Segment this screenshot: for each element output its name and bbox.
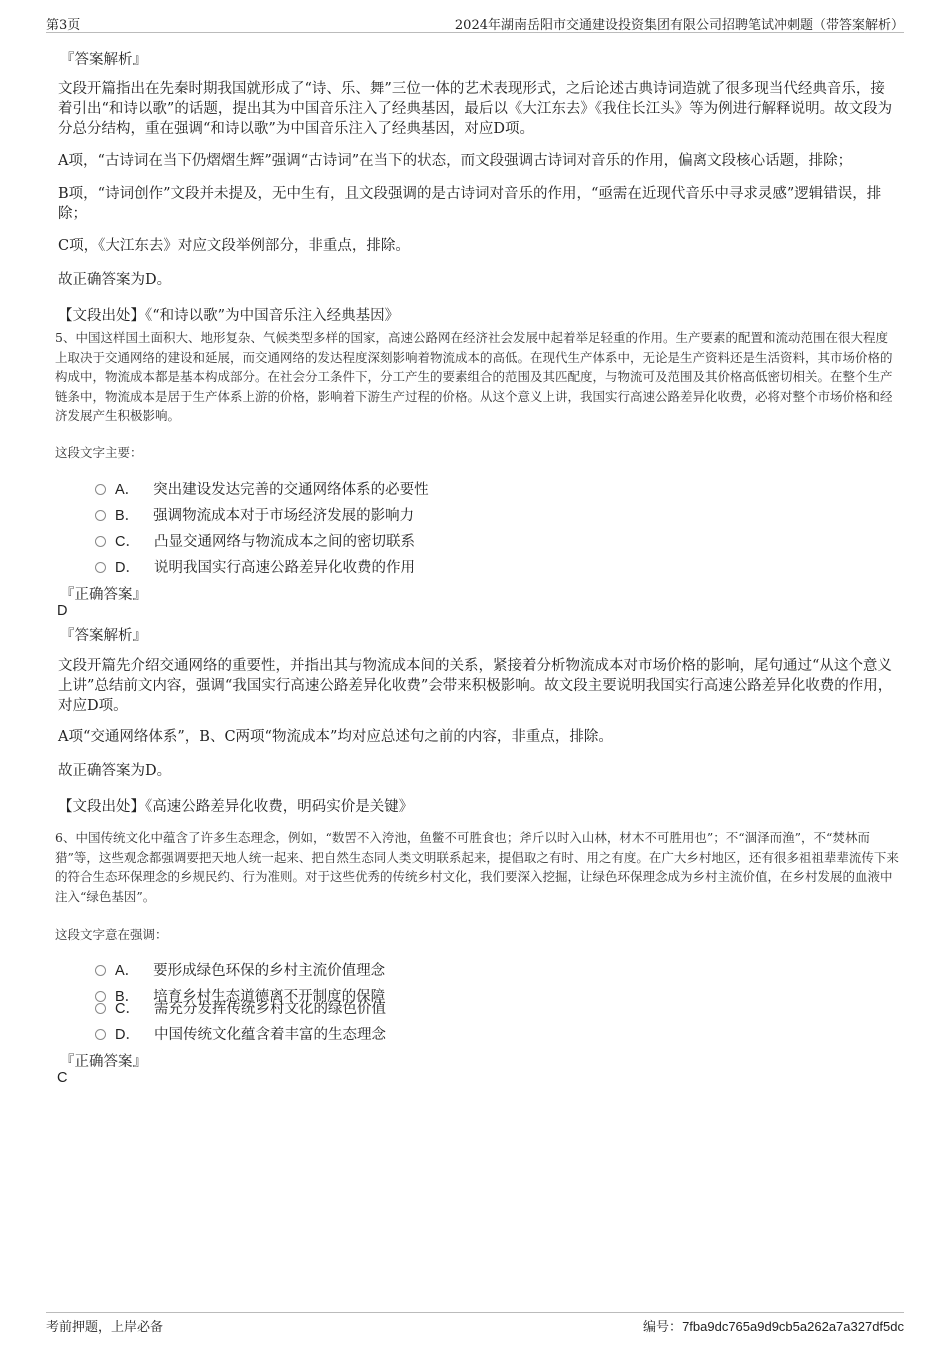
document-code: 编号：7fba9dc765a9d9cb5a262a7a327df5dc (643, 1319, 904, 1335)
document-title: 2024年湖南岳阳市交通建设投资集团有限公司招聘笔试冲刺题（带答案解析） (454, 18, 904, 33)
q5-stem: 5、中国这样国土面积大、地形复杂、气候类型多样的国家，高速公路网在经济社会发展中起着举足轻重的作用。生产要素的配置和流动范围在很大程度上取决于交通网络的建设和延展，而交通网络的发达程度深刻影响着物流成本的高低。在现代生产体系中，无论是生产资料还是生活资料，其市场价格的构成中，物流成本都是基本构成部分。在社会分工条件下，分工产生的要素组合的范围及其匹配度，与物流可及范围及其价格高低密切相关。在整个生产链条中，物流成本是居于生产体系上游的价格，影响着下游生产过程的价格。从这个意义上讲，我国实行高速公路差异化收费，必将对整个市场价格和经济发展产生积极影响。 (55, 330, 893, 423)
q6-answer-value: C (57, 1070, 68, 1086)
radio-icon[interactable] (95, 562, 106, 573)
footer-slogan: 考前押题，上岸必备 (46, 1320, 164, 1335)
q4-analysis-paragraph-5: 故正确答案为D。 (58, 272, 172, 288)
q5-option-b[interactable]: B． 强调物流成本对于市场经济发展的影响力 (95, 504, 414, 524)
q5-answer-value: D (57, 603, 68, 619)
q4-source: 【文段出处】《“和诗以歌”为中国音乐注入经典基因》 (58, 308, 400, 324)
q6-answer-label: 『正确答案』 (60, 1054, 147, 1070)
q5-prompt: 这段文字主要： (55, 445, 143, 460)
q6-stem: 6、中国传统文化中蕴含了许多生态理念，例如，“数罟不入洿池，鱼鳖不可胜食也；斧斤以时入山林，材木不可胜用也”；不“涸泽而渔”，不“焚林而猎”等，这些观念都强调要把天地人统一起来、把自然生态同人类文明联系起来，提倡取之有时、用之有度。在广大乡村地区，还有很多祖祖辈辈流传下来的符合生态环保理念的乡规民约、行为准则。对于这些优秀的传统乡村文化，我们要深入挖掘，让绿色环保理念成为乡村主流价值，在乡村发展的血液中注入“绿色基因”。 (55, 830, 899, 904)
q4-analysis-paragraph-1: 文段开篇指出在先秦时期我国就形成了“诗、乐、舞”三位一体的艺术表现形式，之后论述古典诗词造就了很多现当代经典音乐，接着引出“和诗以歌”的话题，提出其为中国音乐注入了经典基因，最后以《大江东去》《我住长江头》等为例进行解释说明。故文段为分总分结构，重在强调“和诗以歌”为中国音乐注入了经典基因，对应D项。 (58, 81, 893, 137)
radio-icon[interactable] (95, 965, 106, 976)
q6-option-d[interactable]: D． 中国传统文化蕴含着丰富的生态理念 (95, 1023, 386, 1043)
radio-icon[interactable] (95, 510, 106, 521)
q5-analysis-label: 『答案解析』 (60, 628, 147, 644)
radio-icon[interactable] (95, 1029, 106, 1040)
q4-analysis-paragraph-2: A项，“古诗词在当下仍熠熠生辉”强调“古诗词”在当下的状态，而文段强调古诗词对音乐的作用，偏离文段核心话题，排除； (58, 153, 853, 169)
q5-analysis-paragraph-3: 故正确答案为D。 (58, 763, 172, 779)
q4-analysis-paragraph-4: C项，《大江东去》对应文段举例部分，非重点，排除。 (58, 238, 410, 254)
q5-analysis-paragraph-2: A项“交通网络体系”，B、C两项“物流成本”均对应总述句之前的内容，非重点，排除。 (58, 729, 613, 745)
page-footer (46, 1312, 904, 1335)
page-number: 第3页 (46, 18, 81, 33)
page-header (46, 12, 904, 33)
q6-option-c[interactable]: C． 需充分发挥传统乡村文化的绿色价值 (95, 997, 386, 1017)
q5-option-a[interactable]: A． 突出建设发达完善的交通网络体系的必要性 (95, 478, 429, 498)
q6-prompt: 这段文字意在强调： (55, 927, 168, 942)
radio-icon[interactable] (95, 536, 106, 547)
radio-icon[interactable] (95, 1003, 106, 1014)
q5-option-c[interactable]: C． 凸显交通网络与物流成本之间的密切联系 (95, 530, 415, 550)
q4-analysis-label: 『答案解析』 (60, 52, 147, 68)
q5-answer-label: 『正确答案』 (60, 587, 147, 603)
q6-option-a[interactable]: A． 要形成绿色环保的乡村主流价值理念 (95, 959, 385, 979)
q5-analysis-paragraph-1: 文段开篇先介绍交通网络的重要性，并指出其与物流成本间的关系，紧接着分析物流成本对市场价格的影响，尾句通过“从这个意义上讲”总结前文内容，强调“我国实行高速公路差异化收费”会带来积极影响。故文段主要说明我国实行高速公路差异化收费的作用，对应D项。 (58, 658, 893, 714)
q5-option-d[interactable]: D． 说明我国实行高速公路差异化收费的作用 (95, 556, 415, 576)
q6-option-b[interactable]: B． 培育乡村生态道德离不开制度的保障 (95, 985, 385, 1005)
q4-analysis-paragraph-3: B项，“诗词创作”文段并未提及，无中生有，且文段强调的是古诗词对音乐的作用，“亟需在近现代音乐中寻求灵感”逻辑错误，排除； (58, 186, 882, 222)
q5-source: 【文段出处】《高速公路差异化收费，明码实价是关键》 (58, 799, 414, 815)
radio-icon[interactable] (95, 484, 106, 495)
